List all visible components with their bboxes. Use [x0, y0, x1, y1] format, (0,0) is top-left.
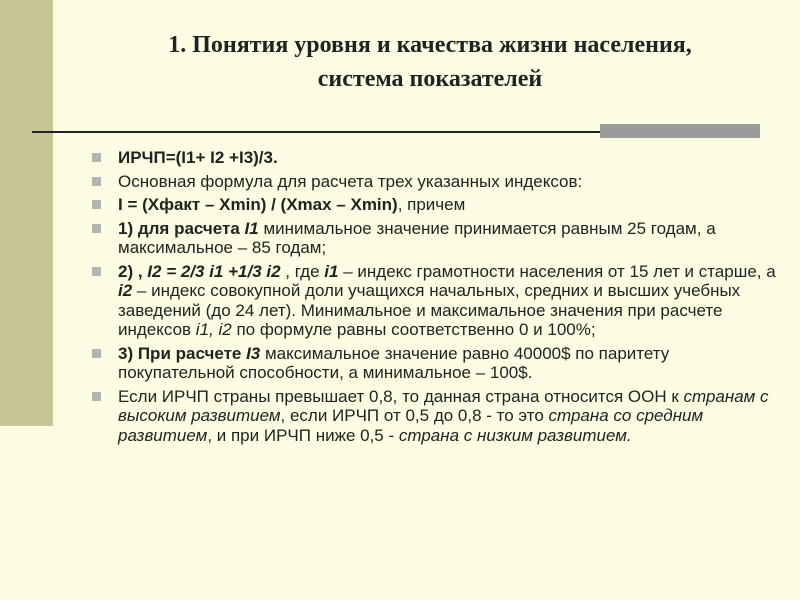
- bullet-item-i2: [92, 262, 782, 340]
- title-line-1: 1. Понятия уровня и качества жизни населения,: [168, 32, 692, 58]
- bullet-item-index-formula: [92, 195, 782, 215]
- slide-title: [60, 28, 800, 96]
- i2-prefix: 2) ,: [118, 261, 148, 281]
- i1-symbol: I1: [244, 218, 259, 238]
- class-text-3: , и при ИРЧП ниже 0,5 -: [207, 425, 399, 445]
- bullet-square-icon: [92, 267, 101, 276]
- i2-symbol-i2: i2: [118, 281, 133, 300]
- index-formula: I = (Xфакт – Xmin) / (Xmax – Xmin): [118, 195, 398, 214]
- index-formula-suffix: , причем: [397, 195, 466, 214]
- divider-accent-bar: [600, 124, 760, 138]
- bullet-square-icon: [92, 224, 101, 233]
- bullet-square-icon: [92, 177, 101, 186]
- i2-text-1: , где: [280, 261, 325, 281]
- class-text-2: , если ИРЧП от 0,5 до 0,8 - то это: [280, 406, 549, 425]
- bullet-list: [92, 148, 782, 449]
- i3-prefix: 3) При расчете: [118, 343, 247, 363]
- bullet-square-icon: [92, 349, 101, 358]
- i1-prefix: 1) для расчета: [118, 218, 245, 238]
- i2-formula: I2 = 2/3 i1 +1/3 i2: [147, 261, 281, 281]
- hdi-formula: ИРЧП=(I1+ I2 +I3)/3.: [118, 148, 278, 167]
- bullet-item-basic-formula: [92, 172, 782, 192]
- title-line-2: система показателей: [317, 66, 543, 92]
- class-high: странам с высоким развитием: [118, 386, 769, 425]
- bullet-item-i3: [92, 344, 782, 383]
- i2-text-2: – индекс грамотности населения от 15 лет и старше, а: [338, 261, 776, 281]
- basic-formula-text: Основная формула для расчета трех указанных индексов:: [118, 171, 583, 191]
- bullet-square-icon: [92, 153, 101, 162]
- left-decor-band: [0, 0, 53, 426]
- class-text-1: Если ИРЧП страны превышает 0,8, то данная страна относится ООН к: [118, 386, 684, 406]
- class-medium: страна со средним развитием: [118, 406, 704, 445]
- i3-symbol: I3: [246, 343, 261, 363]
- i3-description: максимальное значение равно 40000$ по паритету покупательной способности, а минимальное – 100$.: [118, 343, 670, 382]
- i2-symbol-i1: i1: [324, 261, 339, 281]
- i2-text-3: – индекс совокупной доли учащихся начальных, средних и высших учебных заведений (до 24 лет). Минимальное и максимальное значения при расчете индексов: [118, 281, 741, 339]
- bullet-square-icon: [92, 200, 101, 209]
- i2-text-4: по формуле равны соответственно 0 и 100%;: [231, 320, 596, 339]
- bullet-item-classification: [92, 387, 782, 446]
- class-low: страна с низким развитием.: [398, 425, 632, 445]
- bullet-item-formula: [92, 148, 782, 168]
- i1-description: минимальное значение принимается равным 25 годам, а максимальное – 85 годам;: [118, 218, 716, 257]
- i2-symbols-pair: i1, i2: [195, 320, 232, 339]
- bullet-square-icon: [92, 392, 101, 401]
- bullet-item-i1: [92, 219, 782, 258]
